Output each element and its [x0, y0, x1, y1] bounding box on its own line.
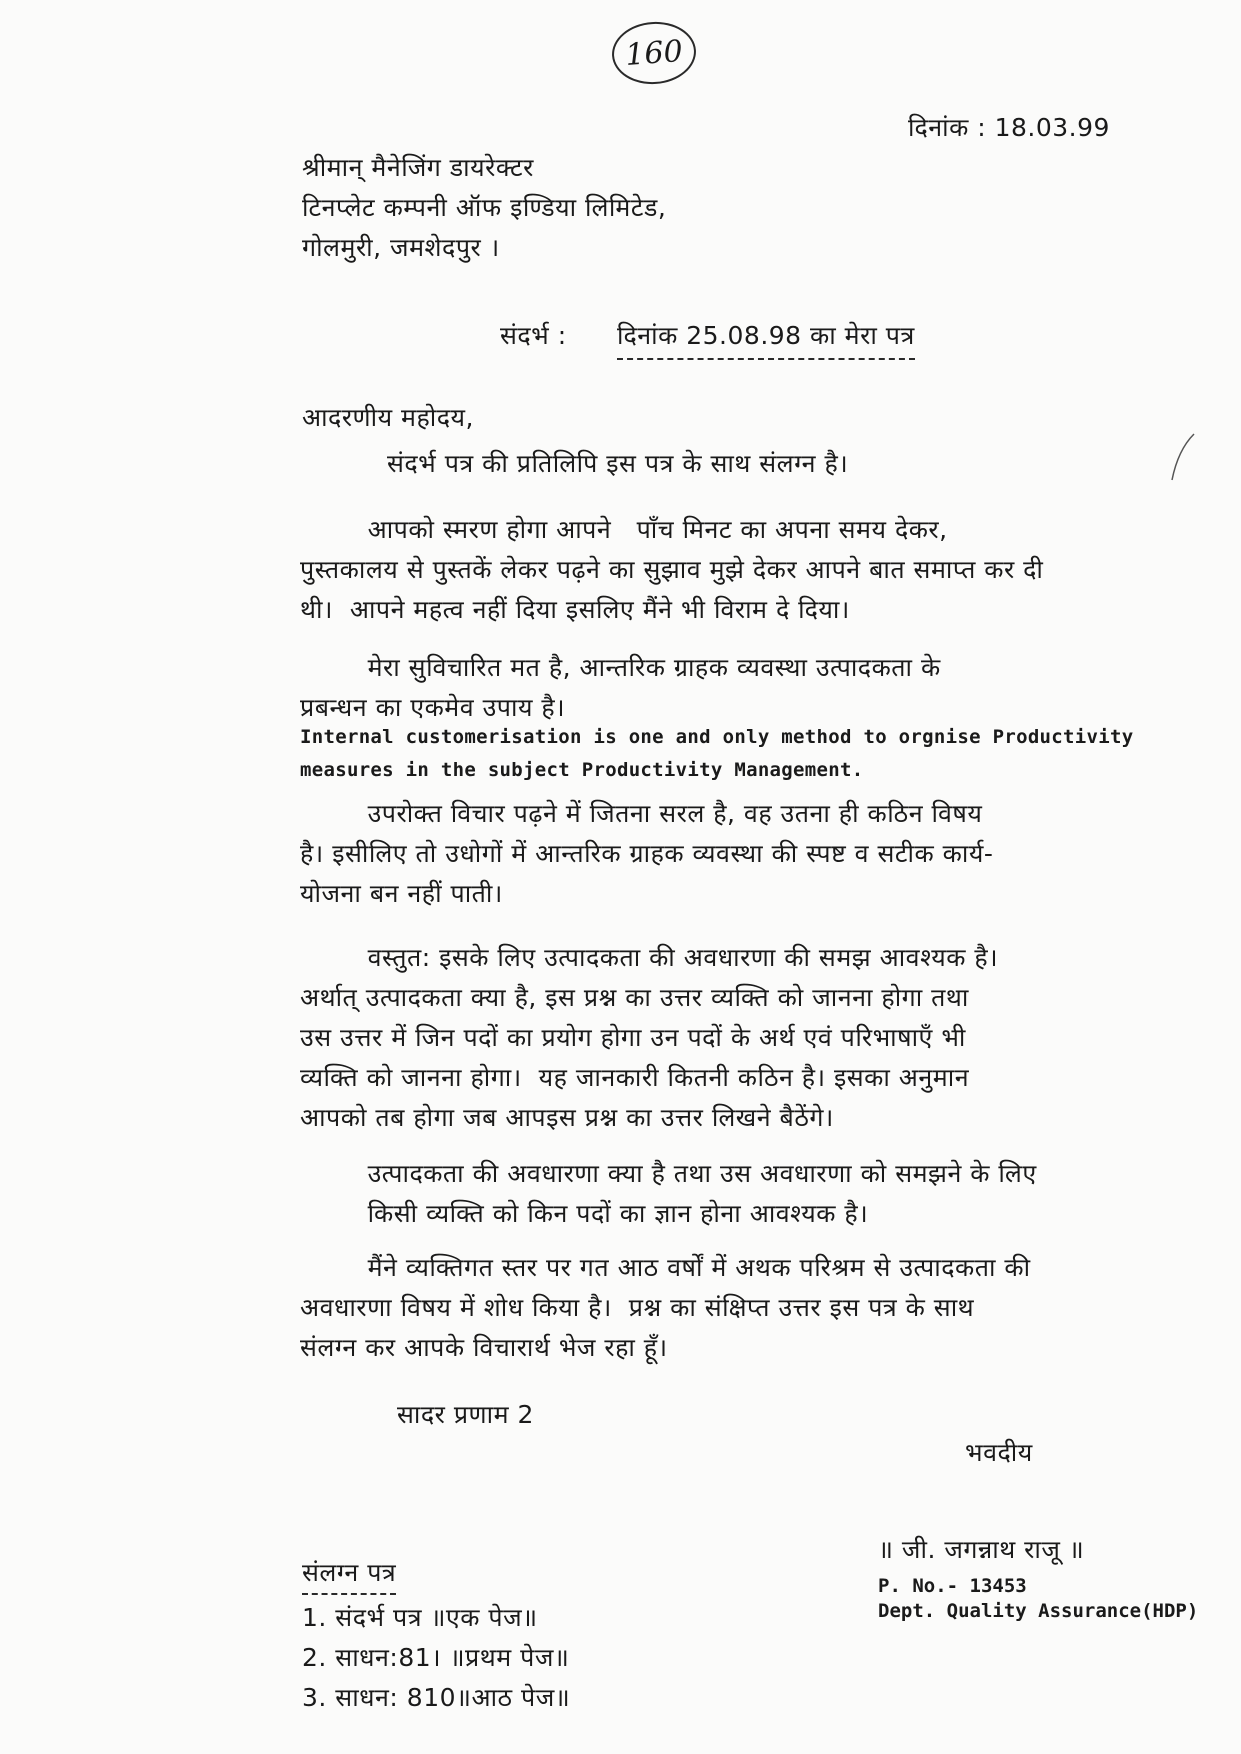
paragraph-line: योजना बन नहीं पाती।	[300, 879, 503, 908]
paragraph-opinion	[300, 650, 941, 730]
page-number-stamp	[610, 19, 698, 87]
address-line: टिनप्लेट कम्पनी ऑफ इण्डिया लिमिटेड,	[302, 193, 667, 222]
paragraph-line: मेरा सुविचारित मत है, आन्तरिक ग्राहक व्यवस्था उत्पादकता के	[300, 653, 941, 682]
margin-pen-mark	[1168, 430, 1198, 490]
paragraph-line: थी। आपने महत्व नहीं दिया इसलिए मैंने भी विराम दे दिया।	[300, 595, 850, 624]
paragraph-line: व्यक्ति को जानना होगा। यह जानकारी कितनी कठिन है। इसका अनुमान	[300, 1063, 970, 1092]
paragraph-line: अर्थात् उत्पादकता क्या है, इस प्रश्न का उत्तर व्यक्ति को जानना होगा तथा	[300, 983, 969, 1012]
paragraph-line: उपरोक्त विचार पढ़ने में जितना सरल है, वह उतना ही कठिन विषय	[300, 799, 983, 828]
paragraph-question	[300, 1156, 1037, 1236]
paragraph-line: measures in the subject Productivity Management.	[300, 759, 864, 781]
closing: भवदीय	[965, 1438, 1033, 1467]
paragraph-line: संदर्भ पत्र की प्रतिलिपि इस पत्र के साथ संलग्न है।	[387, 449, 849, 478]
paragraph-line: आपको तब होगा जब आपइस प्रश्न का उत्तर लिखने बैठेंगे।	[300, 1103, 834, 1132]
paragraph-line: प्रबन्धन का एकमेव उपाय है।	[300, 693, 566, 722]
paragraph-line: उस उत्तर में जिन पदों का प्रयोग होगा उन पदों के अर्थ एवं परिभाषाएँ भी	[300, 1023, 966, 1052]
reference-text: दिनांक 25.08.98 का मेरा पत्र	[617, 318, 915, 360]
paragraph-line: आपको स्मरण होगा आपने पाँच मिनट का अपना समय देकर,	[300, 515, 948, 544]
paragraph-line: किसी व्यक्ति को किन पदों का ज्ञान होना आवश्यक है।	[300, 1199, 869, 1228]
salutation: आदरणीय महोदय,	[302, 403, 474, 432]
page-number: 160	[624, 33, 684, 73]
enclosures-title: संलग्न पत्र	[302, 1555, 396, 1595]
enclosures-list	[302, 1600, 570, 1720]
reference-label: संदर्भ :	[500, 321, 567, 350]
enclosure-item: 2. साधन:81। ॥प्रथम पेज॥	[302, 1643, 570, 1672]
paragraph-line: Internal customerisation is one and only method to orgnise Productivity	[300, 726, 1134, 748]
paragraph-line: उत्पादकता की अवधारणा क्या है तथा उस अवधारणा को समझने के लिए	[300, 1159, 1037, 1188]
paragraph-enclosure-note	[387, 446, 848, 486]
paragraph-english	[300, 726, 1133, 792]
address-line: श्रीमान् मैनेजिंग डायरेक्टर	[302, 153, 534, 182]
address-line: गोलमुरी, जमशेदपुर ।	[302, 233, 500, 262]
paragraph-line: अवधारणा विषय में शोध किया है। प्रश्न का संक्षिप्त उत्तर इस पत्र के साथ	[300, 1293, 975, 1322]
paragraph-difficulty	[300, 796, 993, 916]
paragraph-line: है। इसीलिए तो उधोगों में आन्तरिक ग्राहक व्यवस्था की स्पष्ट व सटीक कार्य-	[300, 839, 994, 868]
greeting: सादर प्रणाम 2	[397, 1400, 534, 1429]
paragraph-line: पुस्तकालय से पुस्तकें लेकर पढ़ने का सुझाव मुझे देकर आपने बात समाप्त कर दी	[300, 555, 1044, 584]
signatory-dept: Dept. Quality Assurance(HDP)	[878, 1600, 1199, 1622]
paragraph-line: मैंने व्यक्तिगत स्तर पर गत आठ वर्षों में अथक परिश्रम से उत्पादकता की	[300, 1253, 1031, 1282]
paragraph-research	[300, 1250, 1031, 1370]
enclosure-item: 3. साधन: 810॥आठ पेज॥	[302, 1683, 571, 1712]
paragraph-meeting-recall	[300, 512, 1043, 632]
paragraph-line: वस्तुत: इसके लिए उत्पादकता की अवधारणा की समझ आवश्यक है।	[300, 943, 999, 972]
paragraph-line: संलग्न कर आपके विचारार्थ भेज रहा हूँ।	[300, 1333, 668, 1362]
paragraph-concept	[300, 940, 998, 1140]
signatory-pno: P. No.- 13453	[878, 1575, 1027, 1597]
enclosure-item: 1. संदर्भ पत्र ॥एक पेज॥	[302, 1603, 538, 1632]
letter-date: दिनांक : 18.03.99	[908, 113, 1110, 142]
signatory-name: ॥ जी. जगन्नाथ राजू ॥	[878, 1535, 1085, 1564]
